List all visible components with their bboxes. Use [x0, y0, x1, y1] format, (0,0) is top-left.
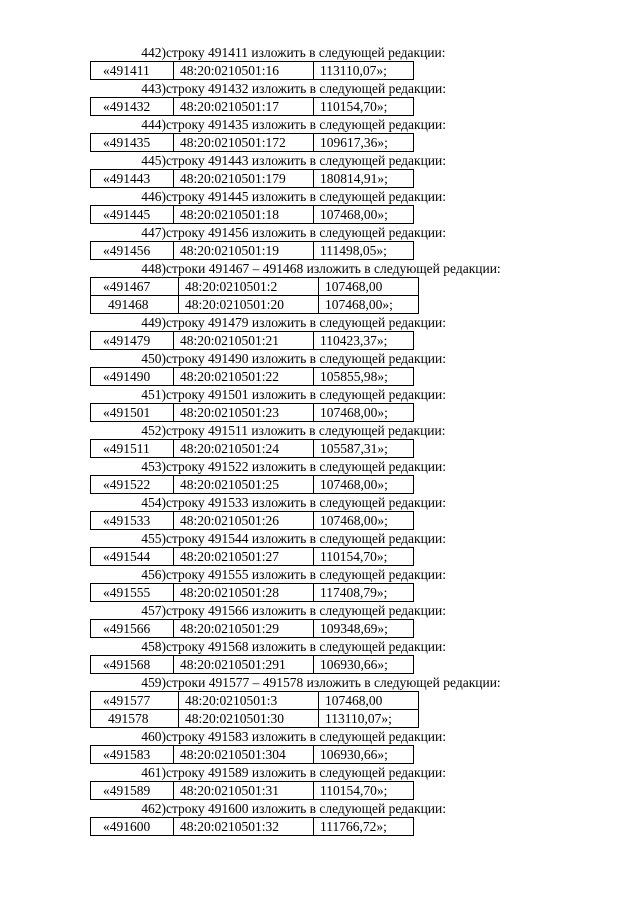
- amendment-table: [90, 331, 414, 350]
- amendment-item: [0, 188, 640, 224]
- row-id-cell: «491456: [91, 242, 174, 260]
- item-number: 442): [141, 45, 166, 60]
- row-id-cell: «491511: [91, 440, 174, 458]
- row-id-cell: «491411: [91, 62, 174, 80]
- item-number: 443): [141, 81, 166, 96]
- value-cell: 110154,70»;: [314, 548, 414, 566]
- amendment-item: [0, 80, 640, 116]
- amendment-instruction: [0, 386, 640, 403]
- value-cell: 105587,31»;: [314, 440, 414, 458]
- row-id-cell: «491501: [91, 404, 174, 422]
- amendment-table: [90, 277, 419, 314]
- item-number: 445): [141, 153, 166, 168]
- table-row: [91, 548, 414, 566]
- item-number: 460): [141, 729, 166, 744]
- instruction-text: строки 491577 – 491578 изложить в следующей редакции:: [166, 675, 501, 690]
- amendment-instruction: [0, 314, 640, 331]
- value-cell: 111498,05»;: [314, 242, 414, 260]
- instruction-text: строку 491511 изложить в следующей редакции:: [166, 423, 446, 438]
- table-row: [91, 242, 414, 260]
- instruction-text: строку 491522 изложить в следующей редакции:: [166, 459, 447, 474]
- instruction-text: строку 491501 изложить в следующей редакции:: [166, 387, 447, 402]
- cadastral-number-cell: 48:20:0210501:30: [179, 710, 319, 728]
- instruction-text: строку 491589 изложить в следующей редакции:: [166, 765, 447, 780]
- amendment-instruction: [0, 260, 640, 277]
- table-row: [91, 134, 414, 152]
- instruction-text: строку 491445 изложить в следующей редакции:: [166, 189, 447, 204]
- row-id-cell: «491445: [91, 206, 174, 224]
- item-number: 456): [141, 567, 166, 582]
- cadastral-number-cell: 48:20:0210501:21: [174, 332, 314, 350]
- table-row: [91, 440, 414, 458]
- cadastral-number-cell: 48:20:0210501:16: [174, 62, 314, 80]
- table-row: [91, 332, 414, 350]
- table-row: [91, 278, 419, 296]
- row-id-cell: «491479: [91, 332, 174, 350]
- cadastral-number-cell: 48:20:0210501:172: [174, 134, 314, 152]
- item-number: 458): [141, 639, 166, 654]
- amendment-table: [90, 367, 414, 386]
- cadastral-number-cell: 48:20:0210501:20: [179, 296, 319, 314]
- amendment-item: [0, 152, 640, 188]
- amendment-instruction: [0, 152, 640, 169]
- row-id-cell: «491555: [91, 584, 174, 602]
- cadastral-number-cell: 48:20:0210501:22: [174, 368, 314, 386]
- amendment-item: [0, 44, 640, 80]
- instruction-text: строку 491555 изложить в следующей редакции:: [166, 567, 447, 582]
- amendment-item: [0, 800, 640, 836]
- instruction-text: строку 491411 изложить в следующей редакции:: [166, 45, 446, 60]
- amendment-table: [90, 781, 414, 800]
- row-id-cell: 491468: [91, 296, 179, 314]
- instruction-text: строку 491443 изложить в следующей редакции:: [166, 153, 447, 168]
- amendment-item: [0, 674, 640, 728]
- value-cell: 180814,91»;: [314, 170, 414, 188]
- value-cell: 113110,07»;: [319, 710, 419, 728]
- value-cell: 106930,66»;: [314, 746, 414, 764]
- instruction-text: строку 491533 изложить в следующей редакции:: [166, 495, 447, 510]
- value-cell: 106930,66»;: [314, 656, 414, 674]
- cadastral-number-cell: 48:20:0210501:2: [179, 278, 319, 296]
- table-row: [91, 584, 414, 602]
- amendment-instruction: [0, 638, 640, 655]
- instruction-text: строку 491600 изложить в следующей редакции:: [166, 801, 447, 816]
- instruction-text: строку 491544 изложить в следующей редакции:: [166, 531, 447, 546]
- item-number: 457): [141, 603, 166, 618]
- amendment-instruction: [0, 566, 640, 583]
- amendment-item: [0, 566, 640, 602]
- amendment-instruction: [0, 80, 640, 97]
- item-number: 452): [141, 423, 166, 438]
- cadastral-number-cell: 48:20:0210501:32: [174, 818, 314, 836]
- value-cell: 111766,72»;: [314, 818, 414, 836]
- amendment-item: [0, 350, 640, 386]
- amendment-table: [90, 817, 414, 836]
- value-cell: 110423,37»;: [314, 332, 414, 350]
- value-cell: 107468,00: [319, 278, 419, 296]
- table-row: [91, 62, 414, 80]
- table-row: [91, 818, 414, 836]
- table-row: [91, 710, 419, 728]
- amendment-instruction: [0, 764, 640, 781]
- item-number: 448): [141, 261, 166, 276]
- row-id-cell: «491490: [91, 368, 174, 386]
- item-number: 453): [141, 459, 166, 474]
- document-page: [0, 44, 640, 836]
- amendment-table: [90, 619, 414, 638]
- cadastral-number-cell: 48:20:0210501:304: [174, 746, 314, 764]
- instruction-text: строку 491479 изложить в следующей редакции:: [166, 315, 447, 330]
- amendment-instruction: [0, 188, 640, 205]
- row-id-cell: «491577: [91, 692, 179, 710]
- amendment-instruction: [0, 422, 640, 439]
- instruction-text: строку 491583 изложить в следующей редакции:: [166, 729, 447, 744]
- table-row: [91, 368, 414, 386]
- amendment-table: [90, 97, 414, 116]
- table-row: [91, 476, 414, 494]
- amendment-table: [90, 61, 414, 80]
- amendment-table: [90, 475, 414, 494]
- cadastral-number-cell: 48:20:0210501:19: [174, 242, 314, 260]
- value-cell: 107468,00»;: [314, 404, 414, 422]
- row-id-cell: «491432: [91, 98, 174, 116]
- cadastral-number-cell: 48:20:0210501:18: [174, 206, 314, 224]
- table-row: [91, 98, 414, 116]
- amendment-item: [0, 314, 640, 350]
- table-row: [91, 656, 414, 674]
- value-cell: 117408,79»;: [314, 584, 414, 602]
- item-number: 461): [141, 765, 166, 780]
- row-id-cell: «491443: [91, 170, 174, 188]
- amendment-item: [0, 260, 640, 314]
- table-row: [91, 296, 419, 314]
- amendment-instruction: [0, 602, 640, 619]
- item-number: 450): [141, 351, 166, 366]
- value-cell: 107468,00»;: [314, 512, 414, 530]
- table-row: [91, 512, 414, 530]
- amendment-instruction: [0, 728, 640, 745]
- amendment-item: [0, 494, 640, 530]
- value-cell: 110154,70»;: [314, 98, 414, 116]
- amendment-instruction: [0, 674, 640, 691]
- amendment-item: [0, 224, 640, 260]
- value-cell: 107468,00: [319, 692, 419, 710]
- row-id-cell: «491467: [91, 278, 179, 296]
- amendment-item: [0, 458, 640, 494]
- table-row: [91, 746, 414, 764]
- row-id-cell: 491578: [91, 710, 179, 728]
- instruction-text: строку 491490 изложить в следующей редакции:: [166, 351, 447, 366]
- value-cell: 109348,69»;: [314, 620, 414, 638]
- value-cell: 109617,36»;: [314, 134, 414, 152]
- instruction-text: строку 491568 изложить в следующей редакции:: [166, 639, 447, 654]
- amendment-instruction: [0, 494, 640, 511]
- instruction-text: строки 491467 – 491468 изложить в следующей редакции:: [166, 261, 501, 276]
- row-id-cell: «491583: [91, 746, 174, 764]
- amendment-instruction: [0, 458, 640, 475]
- cadastral-number-cell: 48:20:0210501:27: [174, 548, 314, 566]
- cadastral-number-cell: 48:20:0210501:28: [174, 584, 314, 602]
- row-id-cell: «491589: [91, 782, 174, 800]
- instruction-text: строку 491432 изложить в следующей редакции:: [166, 81, 447, 96]
- row-id-cell: «491544: [91, 548, 174, 566]
- amendment-item: [0, 764, 640, 800]
- amendment-table: [90, 205, 414, 224]
- amendment-table: [90, 439, 414, 458]
- table-row: [91, 692, 419, 710]
- value-cell: 107468,00»;: [319, 296, 419, 314]
- table-row: [91, 206, 414, 224]
- amendment-table: [90, 511, 414, 530]
- cadastral-number-cell: 48:20:0210501:29: [174, 620, 314, 638]
- amendment-instruction: [0, 44, 640, 61]
- amendment-table: [90, 241, 414, 260]
- cadastral-number-cell: 48:20:0210501:24: [174, 440, 314, 458]
- instruction-text: строку 491435 изложить в следующей редакции:: [166, 117, 447, 132]
- cadastral-number-cell: 48:20:0210501:26: [174, 512, 314, 530]
- amendment-table: [90, 547, 414, 566]
- amendment-table: [90, 169, 414, 188]
- item-number: 455): [141, 531, 166, 546]
- value-cell: 107468,00»;: [314, 476, 414, 494]
- value-cell: 105855,98»;: [314, 368, 414, 386]
- item-number: 449): [141, 315, 166, 330]
- cadastral-number-cell: 48:20:0210501:17: [174, 98, 314, 116]
- item-number: 451): [141, 387, 166, 402]
- amendment-instruction: [0, 224, 640, 241]
- item-number: 444): [141, 117, 166, 132]
- cadastral-number-cell: 48:20:0210501:291: [174, 656, 314, 674]
- item-number: 462): [141, 801, 166, 816]
- amendment-instruction: [0, 530, 640, 547]
- amendment-item: [0, 386, 640, 422]
- table-row: [91, 170, 414, 188]
- row-id-cell: «491568: [91, 656, 174, 674]
- amendment-table: [90, 745, 414, 764]
- instruction-text: строку 491456 изложить в следующей редакции:: [166, 225, 447, 240]
- table-row: [91, 782, 414, 800]
- cadastral-number-cell: 48:20:0210501:31: [174, 782, 314, 800]
- amendment-table: [90, 133, 414, 152]
- item-number: 447): [141, 225, 166, 240]
- amendment-item: [0, 116, 640, 152]
- row-id-cell: «491600: [91, 818, 174, 836]
- amendment-table: [90, 583, 414, 602]
- amendment-instruction: [0, 116, 640, 133]
- amendment-item: [0, 728, 640, 764]
- item-number: 454): [141, 495, 166, 510]
- table-row: [91, 404, 414, 422]
- item-number: 446): [141, 189, 166, 204]
- amendment-instruction: [0, 350, 640, 367]
- cadastral-number-cell: 48:20:0210501:23: [174, 404, 314, 422]
- amendment-item: [0, 638, 640, 674]
- row-id-cell: «491522: [91, 476, 174, 494]
- item-number: 459): [141, 675, 166, 690]
- amendment-table: [90, 691, 419, 728]
- amendment-item: [0, 602, 640, 638]
- cadastral-number-cell: 48:20:0210501:179: [174, 170, 314, 188]
- amendment-instruction: [0, 800, 640, 817]
- row-id-cell: «491566: [91, 620, 174, 638]
- amendment-table: [90, 403, 414, 422]
- amendment-table: [90, 655, 414, 674]
- value-cell: 113110,07»;: [314, 62, 414, 80]
- row-id-cell: «491435: [91, 134, 174, 152]
- table-row: [91, 620, 414, 638]
- amendment-item: [0, 422, 640, 458]
- amendment-item: [0, 530, 640, 566]
- instruction-text: строку 491566 изложить в следующей редакции:: [166, 603, 447, 618]
- cadastral-number-cell: 48:20:0210501:25: [174, 476, 314, 494]
- value-cell: 107468,00»;: [314, 206, 414, 224]
- cadastral-number-cell: 48:20:0210501:3: [179, 692, 319, 710]
- row-id-cell: «491533: [91, 512, 174, 530]
- value-cell: 110154,70»;: [314, 782, 414, 800]
